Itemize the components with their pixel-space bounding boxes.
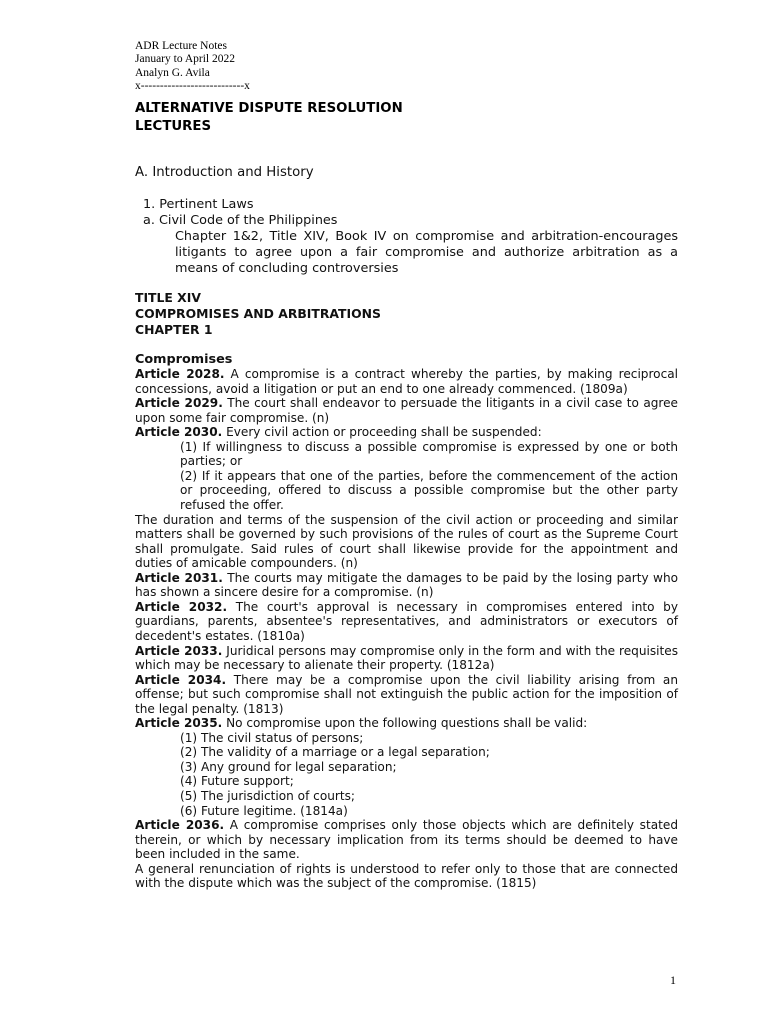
document-body — [135, 100, 678, 891]
article-label: Article 2030. — [135, 425, 223, 440]
article-label: Article 2035. — [135, 716, 223, 731]
article-2028 — [135, 367, 678, 396]
list-item-a: a. Civil Code of the Philippines — [143, 213, 338, 228]
article-2029 — [135, 396, 678, 425]
doc-title-line1: ALTERNATIVE DISPUTE RESOLUTION — [135, 101, 403, 116]
article-2030-item-1: (1) If willingness to discuss a possible compromise is expressed by one or both parties; or — [180, 439, 678, 469]
list-item-1: 1. Pertinent Laws — [143, 197, 254, 212]
list-item-a-description: Chapter 1&2, Title XIV, Book IV on compromise and arbitration-encourages litigants to agree upon a fair compromise and authorize arbitration as a means of concluding controversies — [175, 229, 678, 276]
article-label: Article 2032. — [135, 599, 228, 614]
doc-title-line2: LECTURES — [135, 118, 212, 134]
header-divider: x---------------------------x — [135, 80, 250, 93]
article-text: The courts may mitigate the damages to be paid by the losing party who has shown a sincere desire for a compromise. (n) — [135, 570, 679, 600]
article-text: A compromise comprises only those objects which are definitely stated therein, or which by necessary implication from its terms should be deemed to have been included in the same. — [135, 818, 678, 862]
article-2034 — [135, 673, 678, 717]
article-label: Article 2028. — [135, 367, 225, 382]
article-2035-item: (5) The jurisdiction of courts; — [180, 788, 355, 803]
article-2030 — [135, 425, 678, 440]
article-2036 — [135, 818, 678, 862]
article-text: The court's approval is necessary in compromises entered into by guardians, parents, absentee's representatives, and administrators or executors of decedent's estates. (1810a) — [135, 599, 679, 643]
title-xiv-subheading: COMPROMISES AND ARBITRATIONS — [135, 306, 381, 322]
article-2035-item: (2) The validity of a marriage or a legal separation; — [180, 745, 490, 760]
article-2035-item: (6) Future legitime. (1814a) — [180, 803, 348, 818]
article-2031 — [135, 571, 678, 600]
chapter-heading: CHAPTER 1 — [135, 322, 213, 338]
section-heading: A. Introduction and History — [135, 165, 314, 180]
compromises-heading: Compromises — [135, 351, 233, 367]
article-2030-item-2: (2) If it appears that one of the parties, before the commencement of the action or proceeding, offered to discuss a possible compromise but the other party refused the offer. — [180, 468, 678, 513]
article-text: The court shall endeavor to persuade the litigants in a civil case to agree upon some fair compromise. (n) — [135, 396, 678, 425]
article-2033 — [135, 644, 678, 673]
article-text: No compromise upon the following questions shall be valid: — [222, 716, 588, 731]
article-2035-item: (4) Future support; — [180, 774, 294, 789]
article-label: Article 2029. — [135, 396, 223, 411]
article-text: Every civil action or proceeding shall be suspended: — [222, 425, 542, 440]
article-label: Article 2034. — [135, 672, 227, 687]
article-2036-paragraph: A general renunciation of rights is understood to refer only to those that are connected with the dispute which was the subject of the compromise. (1815) — [135, 861, 678, 891]
article-text: Juridical persons may compromise only in the form and with the requisites which may be necessary to alienate their property. (1812a) — [135, 643, 679, 673]
article-2035 — [135, 716, 678, 731]
article-label: Article 2033. — [135, 643, 223, 658]
document-header — [135, 40, 250, 94]
header-course: ADR Lecture Notes — [135, 40, 227, 52]
article-2030-paragraph: The duration and terms of the suspension of the civil action or proceeding and similar matters shall be governed by such provisions of the rules of court as the Supreme Court shall promulgate. Said rules of court shall likewise provide for the appointment and duties of amicable compounders. (n) — [135, 512, 678, 571]
article-label: Article 2036. — [135, 818, 225, 833]
article-2035-item: (1) The civil status of persons; — [180, 730, 364, 745]
article-2035-item: (3) Any ground for legal separation; — [180, 759, 397, 774]
article-text: A compromise is a contract whereby the parties, by making reciprocal concessions, avoid a litigation or put an end to one already commenced. (1809a) — [135, 367, 679, 396]
title-xiv-heading: TITLE XIV — [135, 290, 201, 305]
title-block — [135, 290, 678, 339]
article-text: There may be a compromise upon the civil liability arising from an offense; but such compromise shall not extinguish the public action for the imposition of the legal penalty. (1813) — [135, 672, 678, 716]
header-term: January to April 2022 — [135, 53, 235, 66]
article-label: Article 2031. — [135, 570, 223, 585]
article-2032 — [135, 600, 678, 644]
page-number: 1 — [670, 973, 676, 987]
header-author: Analyn G. Avila — [135, 66, 210, 79]
